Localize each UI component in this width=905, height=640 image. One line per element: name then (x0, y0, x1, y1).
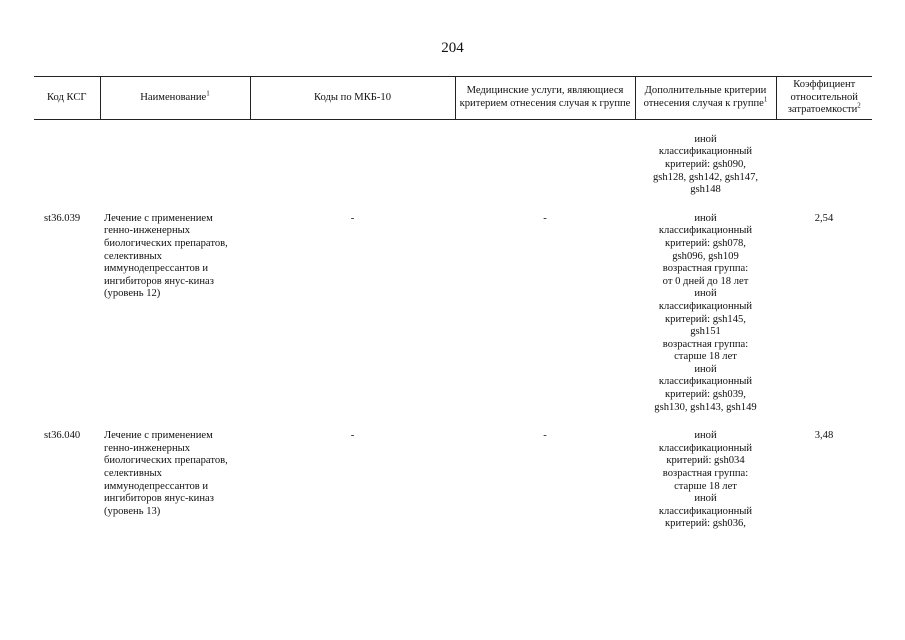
cell-name: Лечение с применением генно-инженерных биологических препаратов, селективных иммунодепрессантов и ингибиторов янус-киназ (уровень 12) (104, 212, 228, 300)
cell-mkb (250, 119, 455, 196)
cell-services: - (543, 430, 547, 442)
table-row-continuation (34, 119, 872, 196)
header-extra-criteria: Дополнительные критерии отнесения случая к группе$^1$ (635, 77, 776, 120)
cell-code: st36.040 (44, 430, 81, 442)
header-mkb: Коды по МКБ-10 (250, 77, 455, 120)
cell-mkb: - (350, 430, 355, 442)
cell-services (455, 119, 635, 196)
header-name: Наименование$^1$ (100, 77, 250, 120)
cell-coefficient: 2,54 (814, 212, 834, 224)
header-code: Код КСГ (34, 77, 100, 120)
cell-name (100, 119, 250, 196)
cell-code (34, 119, 100, 196)
cell-criteria: иной классификационный критерий: gsh078, gsh096, gsh109 возрастная группа: от 0 дней до 18 лет иной классификационный критерий: gsh145, gsh151 возрастная группа: старше 18 лет иной классификационный критерий: gsh039, gsh130, gsh143, gsh149 (654, 212, 757, 413)
cell-name: Лечение с применением генно-инженерных биологических препаратов, селективных иммунодепрессантов и ингибиторов янус-киназ (уровень 13) (104, 430, 228, 517)
cell-criteria: иной классификационный критерий: gsh090, gsh128, gsh142, gsh147, gsh148 (652, 133, 759, 196)
header-coefficient: Коэффициент относительной затратоемкости$^2$ (776, 77, 872, 120)
cell-services: - (543, 212, 547, 224)
cell-criteria: иной классификационный критерий: gsh034 возрастная группа: старше 18 лет иной классификационный критерий: gsh036, (658, 430, 753, 530)
header-services: Медицинские услуги, являющиеся критерием отнесения случая к группе (455, 77, 635, 120)
table-row (34, 414, 872, 531)
cell-code: st36.039 (44, 212, 81, 224)
cell-coefficient: 3,48 (814, 430, 834, 442)
cell-mkb: - (350, 212, 355, 224)
page-number: 204 (441, 40, 464, 56)
cell-coefficient (776, 119, 872, 196)
table-row (34, 197, 872, 415)
table-header-row (34, 77, 872, 120)
ksg-table (34, 76, 872, 531)
